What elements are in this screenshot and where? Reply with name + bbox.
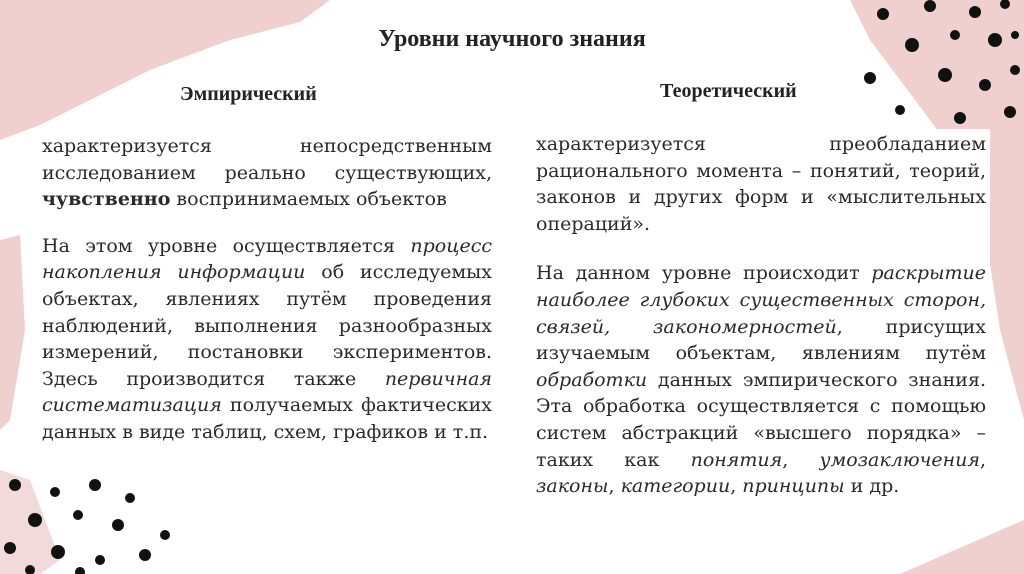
emphasis-italic: категории xyxy=(620,475,731,498)
text-run: и др. xyxy=(844,475,900,498)
emphasis-italic: раскрытие наиболее глубоких существенных сторон, связей, закономерностей xyxy=(536,262,986,338)
emphasis-italic: обработки xyxy=(536,368,648,391)
text-run: об исследуемых объектах, явлениях путём проведения наблюдений, выполнения разнообразных измерений, постановки экспериментов. Здесь производится также xyxy=(42,261,492,390)
pink-brush-top-left xyxy=(0,0,330,140)
emphasis-bold: чувственно xyxy=(42,188,171,211)
emphasis-italic: умозаключения xyxy=(819,448,980,471)
theoretical-panel xyxy=(530,129,990,506)
text-run: , xyxy=(979,448,986,471)
text-run: На данном уровне происходит xyxy=(536,262,872,285)
empirical-heading: Эмпирический xyxy=(180,83,317,105)
pink-brush-left-mid xyxy=(0,235,25,430)
emphasis-italic: процесс накопления информации xyxy=(42,234,492,284)
text-run: получаемых фактических данных в виде таблиц, схем, графиков и т.п. xyxy=(42,394,492,443)
text-run: воспринимаемых объектов xyxy=(170,188,447,211)
pink-brush-bottom-right xyxy=(900,520,1024,574)
theoretical-heading: Теоретический xyxy=(660,80,797,102)
text-run: , присущих изучаемым объектам, явлениям путём xyxy=(536,315,987,365)
empirical-panel xyxy=(42,133,492,446)
theoretical-paragraph-1: характеризуется преобладанием рационального момента – понятий, теорий, законов и других форм и «мыслительных операций». xyxy=(536,133,986,235)
empirical-paragraph-2 xyxy=(42,233,492,446)
emphasis-italic: первичная систематизация xyxy=(42,367,492,417)
theoretical-paragraph-2 xyxy=(536,260,986,499)
text-run: данных эмпирического знания. Эта обработка осуществляется с помощью систем абстракций «высшего порядка» – таких как xyxy=(536,368,986,471)
text-run: , xyxy=(608,475,621,498)
empirical-paragraph-1 xyxy=(42,133,492,213)
emphasis-italic: понятия xyxy=(690,448,783,471)
text-run: На этом уровне осуществляется xyxy=(42,234,411,257)
slide-title: Уровни научного знания xyxy=(378,26,646,52)
emphasis-italic: принципы xyxy=(742,475,845,498)
text-run: характеризуется непосредственным исследованием реально существующих, xyxy=(42,135,492,184)
text-run: , xyxy=(730,475,743,498)
emphasis-italic: законы xyxy=(536,475,609,498)
text-run: , xyxy=(782,448,820,471)
